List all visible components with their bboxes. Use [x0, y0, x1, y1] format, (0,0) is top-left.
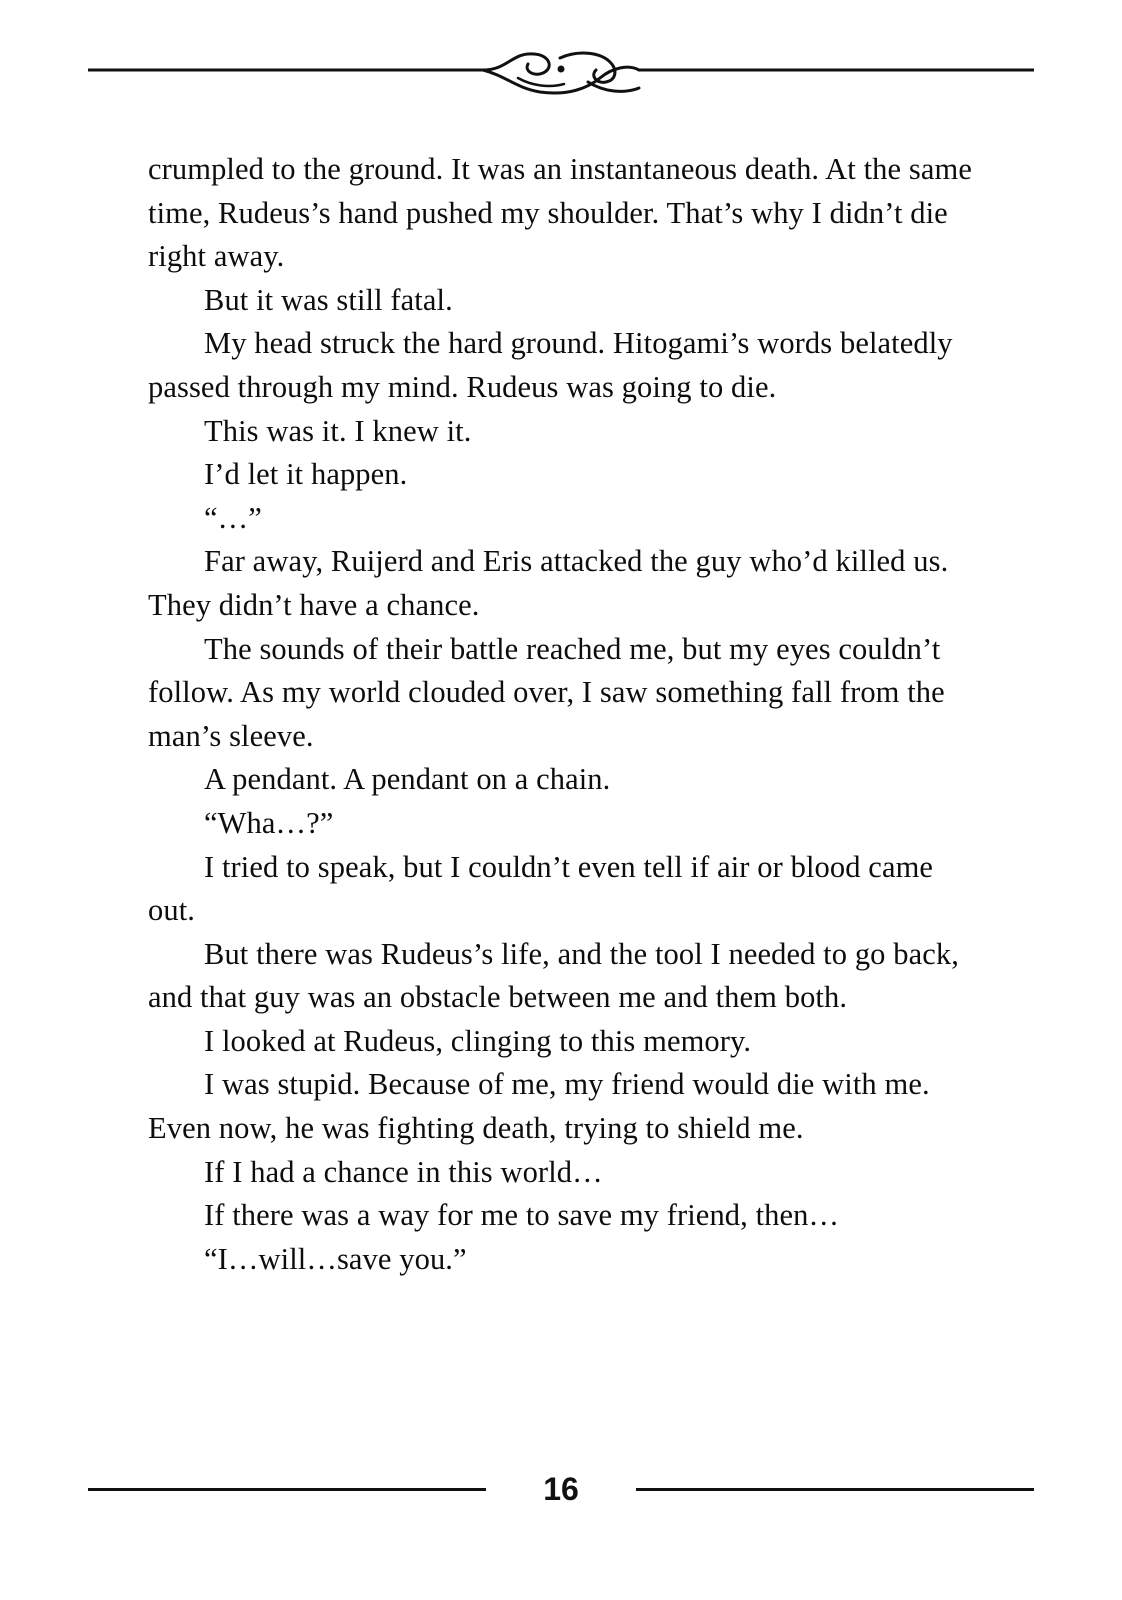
page-footer: [88, 1466, 1034, 1514]
paragraph: Far away, Ruijerd and Eris attacked the guy who’d killed us. They didn’t have a chance.: [148, 544, 956, 622]
page-text: [148, 148, 980, 1281]
paragraph: If I had a chance in this world…: [204, 1154, 603, 1189]
paragraph: My head struck the hard ground. Hitogami’s words belatedly passed through my mind. Rudeus was going to die.: [148, 326, 961, 404]
paragraph: This was it. I knew it.: [204, 413, 472, 448]
paragraph: “…”: [204, 500, 262, 535]
paragraph: If there was a way for me to save my friend, then…: [204, 1198, 840, 1233]
flourish-divider-ornament-icon: [88, 42, 1034, 112]
paragraph: A pendant. A pendant on a chain.: [204, 762, 611, 797]
paragraph: The sounds of their battle reached me, but my eyes couldn’t follow. As my world clouded over, I saw something fall from the man’s sleeve.: [148, 631, 953, 753]
paragraph: I’d let it happen.: [204, 457, 408, 492]
paragraph: But there was Rudeus’s life, and the tool I needed to go back, and that guy was an obstacle between me and them both.: [148, 936, 967, 1015]
paragraph: I tried to speak, but I couldn’t even tell if air or blood came out.: [148, 849, 941, 928]
paragraph: But it was still fatal.: [204, 282, 453, 317]
paragraph: “I…will…save you.”: [204, 1241, 467, 1276]
paragraph: I was stupid. Because of me, my friend would die with me. Even now, he was fighting death, trying to shield me.: [148, 1067, 938, 1146]
paragraph: I looked at Rudeus, clinging to this memory.: [204, 1023, 752, 1058]
paragraph: crumpled to the ground. It was an instantaneous death. At the same time, Rudeus’s hand pushed my shoulder. That’s why I didn’t die right away.: [148, 152, 980, 274]
page-number: 16: [543, 1471, 579, 1507]
paragraph: “Wha…?”: [204, 805, 334, 840]
